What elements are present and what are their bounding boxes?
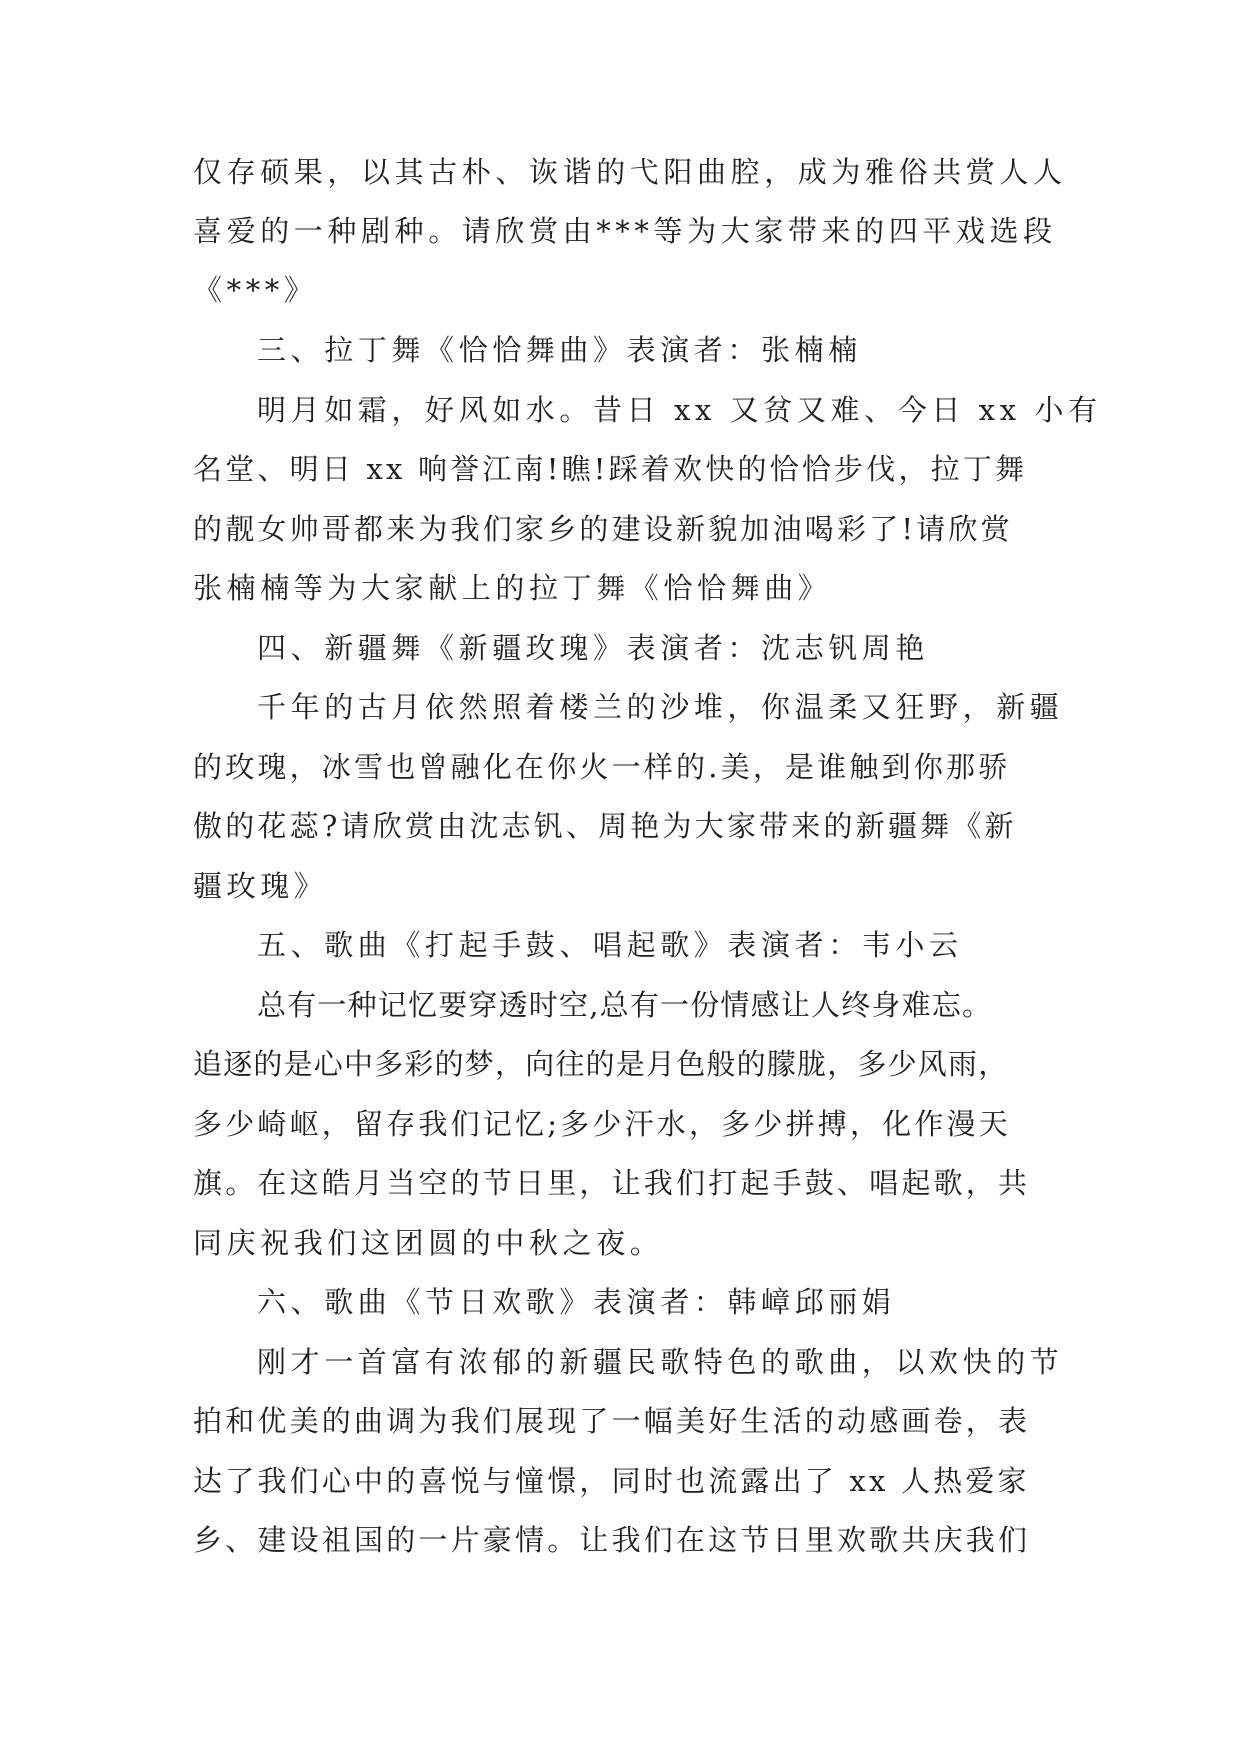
paragraph-line: 张楠楠等为大家献上的拉丁舞《恰恰舞曲》	[193, 571, 832, 605]
paragraph-line: 刚才一首富有浓郁的新疆民歌特色的歌曲，以欢快的节	[257, 1345, 1064, 1379]
paragraph-line: 拍和优美的曲调为我们展现了一幅美好生活的动感画卷，表	[193, 1404, 1031, 1438]
paragraph-line: 喜爱的一种剧种。请欣赏由***等为大家带来的四平戏选段	[193, 214, 1057, 248]
paragraph-line: 同庆祝我们这团圆的中秋之夜。	[193, 1226, 664, 1260]
paragraph-line: 总有一种记忆要穿透时空,总有一份情感让人终身难忘。	[257, 988, 993, 1022]
section-heading-6: 六、歌曲《节日欢歌》表演者：韩嶂邱丽娟	[257, 1285, 896, 1319]
paragraph-line: 明月如霜，好风如水。昔日 xx 又贫又难、今日 xx 小有	[257, 393, 1102, 427]
section-heading-4: 四、新疆舞《新疆玫瑰》表演者：沈志钒周艳	[257, 631, 930, 665]
paragraph-line: 傲的花蕊?请欣赏由沈志钒、周艳为大家带来的新疆舞《新	[193, 809, 1017, 843]
paragraph-line: 旗。在这皓月当空的节日里，让我们打起手鼓、唱起歌，共	[193, 1166, 1031, 1200]
paragraph-line: 多少崎岖，留存我们记忆;多少汗水，多少拼搏，化作漫天	[193, 1107, 1011, 1141]
paragraph-line: 仅存硕果，以其古朴、诙谐的弋阳曲腔，成为雅俗共赏人人	[193, 155, 1067, 189]
paragraph-line: 《***》	[193, 273, 318, 307]
paragraph-line: 达了我们心中的喜悦与憧憬，同时也流露出了 xx 人热爱家	[193, 1464, 1030, 1498]
section-heading-3: 三、拉丁舞《恰恰舞曲》表演者：张楠楠	[257, 333, 862, 367]
paragraph-line: 乡、建设祖国的一片豪情。让我们在这节日里欢歌共庆我们	[193, 1523, 1031, 1557]
paragraph-line: 千年的古月依然照着楼兰的沙堆，你温柔又狂野，新疆	[257, 690, 1064, 724]
paragraph-line: 追逐的是心中多彩的梦，向往的是月色般的朦胧，多少风雨，	[193, 1047, 1009, 1081]
paragraph-line: 疆玫瑰》	[193, 869, 328, 903]
paragraph-line: 名堂、明日 xx 响誉江南!瞧!踩着欢快的恰恰步伐，拉丁舞	[193, 452, 1028, 486]
paragraph-line: 的玫瑰，冰雪也曾融化在你火一样的.美，是谁触到你那骄	[193, 750, 1011, 784]
section-heading-5: 五、歌曲《打起手鼓、唱起歌》表演者：韦小云	[257, 928, 963, 962]
paragraph-line: 的靓女帅哥都来为我们家乡的建设新貌加油喝彩了!请欣赏	[193, 512, 1013, 546]
